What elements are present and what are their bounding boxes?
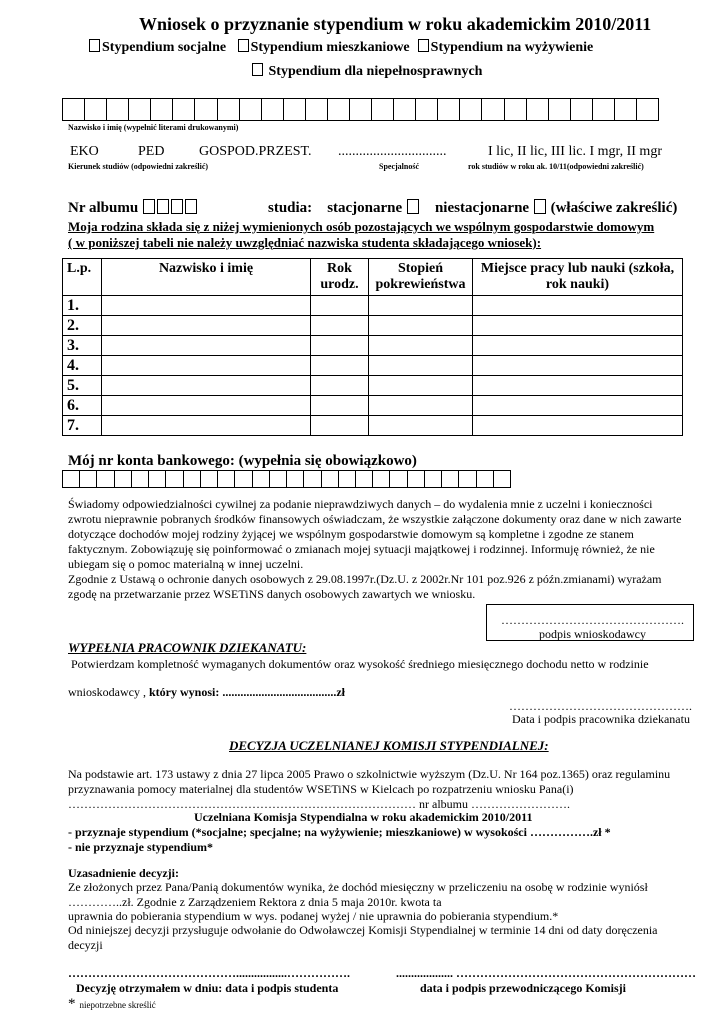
char-box[interactable] bbox=[97, 470, 114, 488]
char-box[interactable] bbox=[151, 98, 173, 121]
cell-rok-urodz[interactable] bbox=[311, 336, 369, 356]
footnote-star: * bbox=[68, 996, 76, 1012]
table-row bbox=[63, 336, 683, 356]
char-box[interactable] bbox=[149, 470, 166, 488]
cell-rok-urodz[interactable] bbox=[311, 356, 369, 376]
char-box[interactable] bbox=[63, 470, 80, 488]
stacjonarne-label: stacjonarne bbox=[327, 200, 403, 216]
char-box[interactable] bbox=[63, 98, 85, 121]
rok-studiow-label: rok studiów w roku ak. 10/11(odpowiedni zakreślić) bbox=[468, 162, 644, 171]
kierunek-eko[interactable]: EKO bbox=[70, 144, 99, 159]
cell-miejsce[interactable] bbox=[473, 376, 683, 396]
char-box[interactable] bbox=[115, 470, 132, 488]
dziekanat-line-1: Potwierdzam kompletność wymaganych dokumentów oraz wysokość średniego miesięcznego dochodu netto w rodzinie bbox=[71, 657, 649, 671]
dziekanat-dochod-amount[interactable]: który wynosi: ......................................zł bbox=[149, 685, 345, 699]
char-box[interactable] bbox=[85, 98, 107, 121]
declaration-line: Świadomy odpowiedzialności cywilnej za podanie nieprawdziwych danych – do wydalenia mnie z uczelni i konieczności bbox=[68, 497, 653, 511]
declaration-line: zwrotu nieprawnie pobranych środków finansowych oświadczam, że wszystkie załączone dokumenty oraz dane w nich zawarte bbox=[68, 512, 682, 526]
char-box[interactable] bbox=[372, 98, 394, 121]
cell-stopien[interactable] bbox=[369, 296, 473, 316]
uzasadnienie-line: Od niniejszej decyzji przysługuje odwołanie do Odwoławczej Komisji Stypendialnej w terminie 14 dni od daty doręczenia bbox=[68, 923, 658, 937]
specjalnosc-label: Specjalność bbox=[379, 162, 419, 171]
char-box[interactable] bbox=[459, 470, 476, 488]
rok-studiow-options[interactable]: I lic, II lic, III lic. I mgr, II mgr bbox=[488, 144, 662, 159]
char-box[interactable] bbox=[287, 470, 304, 488]
checkbox-stacjonarne[interactable] bbox=[407, 199, 419, 214]
char-box[interactable] bbox=[173, 98, 195, 121]
row-number: 7. bbox=[63, 416, 102, 436]
char-box[interactable] bbox=[390, 470, 407, 488]
header-lp: L.p. bbox=[63, 259, 102, 296]
char-box[interactable] bbox=[262, 98, 284, 121]
uzasadnienie-title: Uzasadnienie decyzji: bbox=[68, 866, 179, 880]
char-box[interactable] bbox=[107, 98, 129, 121]
header-rok-urodz: Rok urodz. bbox=[311, 259, 369, 296]
char-box[interactable] bbox=[166, 470, 183, 488]
cell-nazwisko[interactable] bbox=[102, 296, 311, 316]
uzasadnienie-line[interactable]: …………..zł. Zgodnie z Zarządzeniem Rektora z dnia 5 maja 2010r. kwota ta bbox=[68, 895, 442, 909]
decyzja-p3[interactable]: …………………………………………………………………………… nr albumu ……………………. bbox=[68, 797, 570, 811]
applicant-signature-dots: ………………………………………. bbox=[501, 613, 684, 627]
cell-stopien[interactable] bbox=[369, 316, 473, 336]
char-box[interactable] bbox=[425, 470, 442, 488]
option-mieszkaniowe-label: Stypendium mieszkaniowe bbox=[250, 40, 410, 55]
family-intro-2: ( w poniższej tabeli nie należy uwzględniać nazwiska studenta składającego wniosek): bbox=[68, 235, 542, 250]
declaration-line: ubiegam się o pomoc materialną w innej uczelni. bbox=[68, 557, 304, 571]
char-box[interactable] bbox=[129, 98, 151, 121]
cell-miejsce[interactable] bbox=[473, 356, 683, 376]
option-wyzywienie-label: Stypendium na wyżywienie bbox=[430, 40, 594, 55]
name-input-grid[interactable] bbox=[62, 98, 659, 121]
char-box[interactable] bbox=[477, 470, 494, 488]
album-number-boxes[interactable] bbox=[142, 200, 198, 216]
row-number: 5. bbox=[63, 376, 102, 396]
header-stopien: Stopień pokrewieństwa bbox=[369, 259, 473, 296]
family-table-header bbox=[63, 259, 683, 296]
char-box[interactable] bbox=[416, 98, 438, 121]
cell-nazwisko[interactable] bbox=[102, 416, 311, 436]
table-row bbox=[63, 376, 683, 396]
album-row bbox=[68, 199, 198, 217]
bank-account-grid[interactable] bbox=[62, 470, 511, 488]
page-title: Wniosek o przyznanie stypendium w roku akademickim 2010/2011 bbox=[139, 14, 652, 34]
kierunek-label: Kierunek studiów (odpowiedni zakreślić) bbox=[68, 162, 209, 171]
char-box[interactable] bbox=[284, 98, 306, 121]
cell-miejsce[interactable] bbox=[473, 296, 683, 316]
niestacjonarne-label: niestacjonarne bbox=[434, 200, 530, 216]
table-row bbox=[63, 416, 683, 436]
cell-stopien[interactable] bbox=[369, 336, 473, 356]
char-box[interactable] bbox=[132, 470, 149, 488]
char-box[interactable] bbox=[201, 470, 218, 488]
char-box[interactable] bbox=[408, 470, 425, 488]
cell-miejsce[interactable] bbox=[473, 316, 683, 336]
declaration-line: dotyczące dochodów mojej rodziny żyjącej we wspólnym gospodarstwie domowym są kompletne i zgodne ze stanem bbox=[68, 527, 634, 541]
studia-row bbox=[268, 199, 677, 217]
option-socjalne-label: Stypendium socjalne bbox=[102, 40, 227, 55]
dziekanat-title: WYPEŁNIA PRACOWNIK DZIEKANATU: bbox=[68, 640, 307, 655]
cell-miejsce[interactable] bbox=[473, 336, 683, 356]
char-box[interactable] bbox=[442, 470, 459, 488]
char-box[interactable] bbox=[218, 470, 235, 488]
declaration-line: faktycznym. Zobowiązuję się poinformować o zmianach mojej sytuacji majątkowej i rodzinnej. Informuję również, że nie bbox=[68, 542, 655, 556]
declaration-line: Zgodnie z Ustawą o ochronie danych osobowych z 29.08.1997r.(Dz.U. z 2002r.Nr 101 poz.926 z późn.zmianami) wyrażam bbox=[68, 572, 662, 586]
char-box[interactable] bbox=[328, 98, 350, 121]
checkbox-wyzywienie[interactable] bbox=[418, 39, 429, 52]
cell-nazwisko[interactable] bbox=[102, 396, 311, 416]
uzasadnienie-line: uprawnia do pobierania stypendium w wys. podanej wyżej / nie uprawnia do pobierania stypendium.* bbox=[68, 909, 559, 923]
table-row bbox=[63, 356, 683, 376]
char-box[interactable] bbox=[460, 98, 482, 121]
char-box[interactable] bbox=[482, 98, 504, 121]
footnote bbox=[68, 995, 156, 1013]
char-box[interactable] bbox=[637, 98, 659, 121]
cell-rok-urodz[interactable] bbox=[311, 296, 369, 316]
cell-rok-urodz[interactable] bbox=[311, 316, 369, 336]
kierunek-ped[interactable]: PED bbox=[138, 144, 165, 159]
cell-nazwisko[interactable] bbox=[102, 376, 311, 396]
przyznaje-line[interactable]: - przyznaje stypendium (*socjalne; specjalne; na wyżywienie; mieszkaniowe) w wysokości …………….zł * bbox=[68, 825, 611, 839]
dziekanat-wnioskodawcy: wnioskodawcy , bbox=[68, 685, 149, 699]
bank-label: Mój nr konta bankowego: (wypełnia się obowiązkowo) bbox=[68, 453, 417, 469]
table-row bbox=[63, 296, 683, 316]
scholarship-option-4 bbox=[251, 63, 482, 80]
applicant-signature-label: podpis wnioskodawcy bbox=[539, 627, 646, 641]
declaration-text bbox=[68, 497, 681, 602]
cell-nazwisko[interactable] bbox=[102, 336, 311, 356]
dziekanat-signature-label: Data i podpis pracownika dziekanatu bbox=[512, 712, 690, 726]
char-box[interactable] bbox=[235, 470, 252, 488]
char-box[interactable] bbox=[339, 470, 356, 488]
char-box[interactable] bbox=[571, 98, 593, 121]
row-number: 1. bbox=[63, 296, 102, 316]
kierunek-gospod[interactable]: GOSPOD.PRZEST. bbox=[199, 144, 312, 159]
header-miejsce: Miejsce pracy lub nauki (szkoła, rok nauki) bbox=[473, 259, 683, 296]
cell-rok-urodz[interactable] bbox=[311, 396, 369, 416]
cell-stopien[interactable] bbox=[369, 416, 473, 436]
dziekanat-signature-dots[interactable]: ………………………………………. bbox=[509, 699, 692, 713]
student-signature-label: Decyzję otrzymałem w dniu: data i podpis studenta bbox=[76, 981, 339, 995]
row-number: 4. bbox=[63, 356, 102, 376]
cell-stopien[interactable] bbox=[369, 376, 473, 396]
dziekanat-line-2 bbox=[68, 685, 345, 700]
chair-signature-label: data i podpis przewodniczącego Komisji bbox=[420, 981, 626, 995]
char-box[interactable] bbox=[253, 470, 270, 488]
char-box[interactable] bbox=[304, 470, 321, 488]
applicant-signature-box[interactable] bbox=[486, 604, 694, 641]
char-box[interactable] bbox=[306, 98, 328, 121]
family-intro-1: Moja rodzina składa się z niżej wymienionych osób pozostających we wspólnym gospodarstwie domowym bbox=[68, 219, 655, 234]
row-number: 2. bbox=[63, 316, 102, 336]
char-box[interactable] bbox=[373, 470, 390, 488]
char-box[interactable] bbox=[240, 98, 262, 121]
char-box[interactable] bbox=[356, 470, 373, 488]
cell-stopien[interactable] bbox=[369, 356, 473, 376]
cell-stopien[interactable] bbox=[369, 396, 473, 416]
checkbox-socjalne[interactable] bbox=[89, 39, 100, 52]
name-field-label: Nazwisko i imię (wypełnić literami drukowanymi) bbox=[68, 123, 239, 132]
checkbox-niestacjonarne[interactable] bbox=[534, 199, 546, 214]
table-row bbox=[63, 396, 683, 416]
table-row bbox=[63, 316, 683, 336]
char-box[interactable] bbox=[494, 470, 511, 488]
student-signature-dots[interactable]: …………………………………….................……………. bbox=[68, 966, 350, 980]
row-number: 3. bbox=[63, 336, 102, 356]
cell-miejsce[interactable] bbox=[473, 396, 683, 416]
specjalnosc-dots[interactable]: ............................... bbox=[338, 144, 447, 159]
declaration-line: zgodę na przetwarzanie przez WSETiNS danych osobowych zawartych we wniosku. bbox=[68, 587, 476, 601]
chair-signature-dots[interactable]: ................... …………………………………………………… bbox=[396, 966, 696, 980]
char-box[interactable] bbox=[195, 98, 217, 121]
char-box[interactable] bbox=[394, 98, 416, 121]
char-box[interactable] bbox=[438, 98, 460, 121]
album-label: Nr albumu bbox=[68, 200, 139, 216]
scholarship-options bbox=[88, 39, 593, 56]
cell-rok-urodz[interactable] bbox=[311, 416, 369, 436]
header-nazwisko: Nazwisko i imię bbox=[102, 259, 311, 296]
char-box[interactable] bbox=[322, 470, 339, 488]
char-box[interactable] bbox=[593, 98, 615, 121]
option-niepelnosprawnych-label: Stypendium dla niepełnosprawnych bbox=[268, 64, 483, 79]
cell-miejsce[interactable] bbox=[473, 416, 683, 436]
char-box[interactable] bbox=[80, 470, 97, 488]
uzasadnienie-line: Ze złożonych przez Pana/Panią dokumentów wynika, że dochód miesięczny w przeliczeniu na osobę w rodzinie wyniósł bbox=[68, 880, 648, 894]
komisja-heading: Uczelniana Komisja Stypendialna w roku akademickim 2010/2011 bbox=[194, 810, 533, 824]
char-box[interactable] bbox=[527, 98, 549, 121]
zakreslic-note: (właściwe zakreślić) bbox=[550, 200, 678, 216]
uzasadnienie-line: decyzji bbox=[68, 938, 103, 952]
nie-przyznaje-line[interactable]: - nie przyznaje stypendium* bbox=[68, 840, 213, 854]
decyzja-title: DECYZJA UCZELNIANEJ KOMISJI STYPENDIALNEJ: bbox=[229, 738, 549, 753]
studia-label: studia: bbox=[268, 200, 313, 216]
char-box[interactable] bbox=[184, 470, 201, 488]
checkbox-niepelnosprawnych[interactable] bbox=[252, 63, 263, 76]
char-box[interactable] bbox=[615, 98, 637, 121]
decyzja-p2: przyznawania pomocy materialnej dla studentów WSETiNS w Kielcach po rozpatrzeniu wniosku Pana(i) bbox=[68, 782, 574, 796]
footnote-text: niepotrzebne skreślić bbox=[79, 1000, 156, 1010]
char-box[interactable] bbox=[218, 98, 240, 121]
decyzja-p1: Na podstawie art. 173 ustawy z dnia 27 lipca 2005 Prawo o szkolnictwie wyższym (Dz.U. Nr 164 poz.1365) oraz regulaminu bbox=[68, 767, 671, 781]
cell-nazwisko[interactable] bbox=[102, 316, 311, 336]
cell-rok-urodz[interactable] bbox=[311, 376, 369, 396]
row-number: 6. bbox=[63, 396, 102, 416]
family-table bbox=[62, 258, 683, 436]
checkbox-mieszkaniowe[interactable] bbox=[238, 39, 249, 52]
char-box[interactable] bbox=[505, 98, 527, 121]
cell-nazwisko[interactable] bbox=[102, 356, 311, 376]
char-box[interactable] bbox=[350, 98, 372, 121]
char-box[interactable] bbox=[549, 98, 571, 121]
char-box[interactable] bbox=[270, 470, 287, 488]
